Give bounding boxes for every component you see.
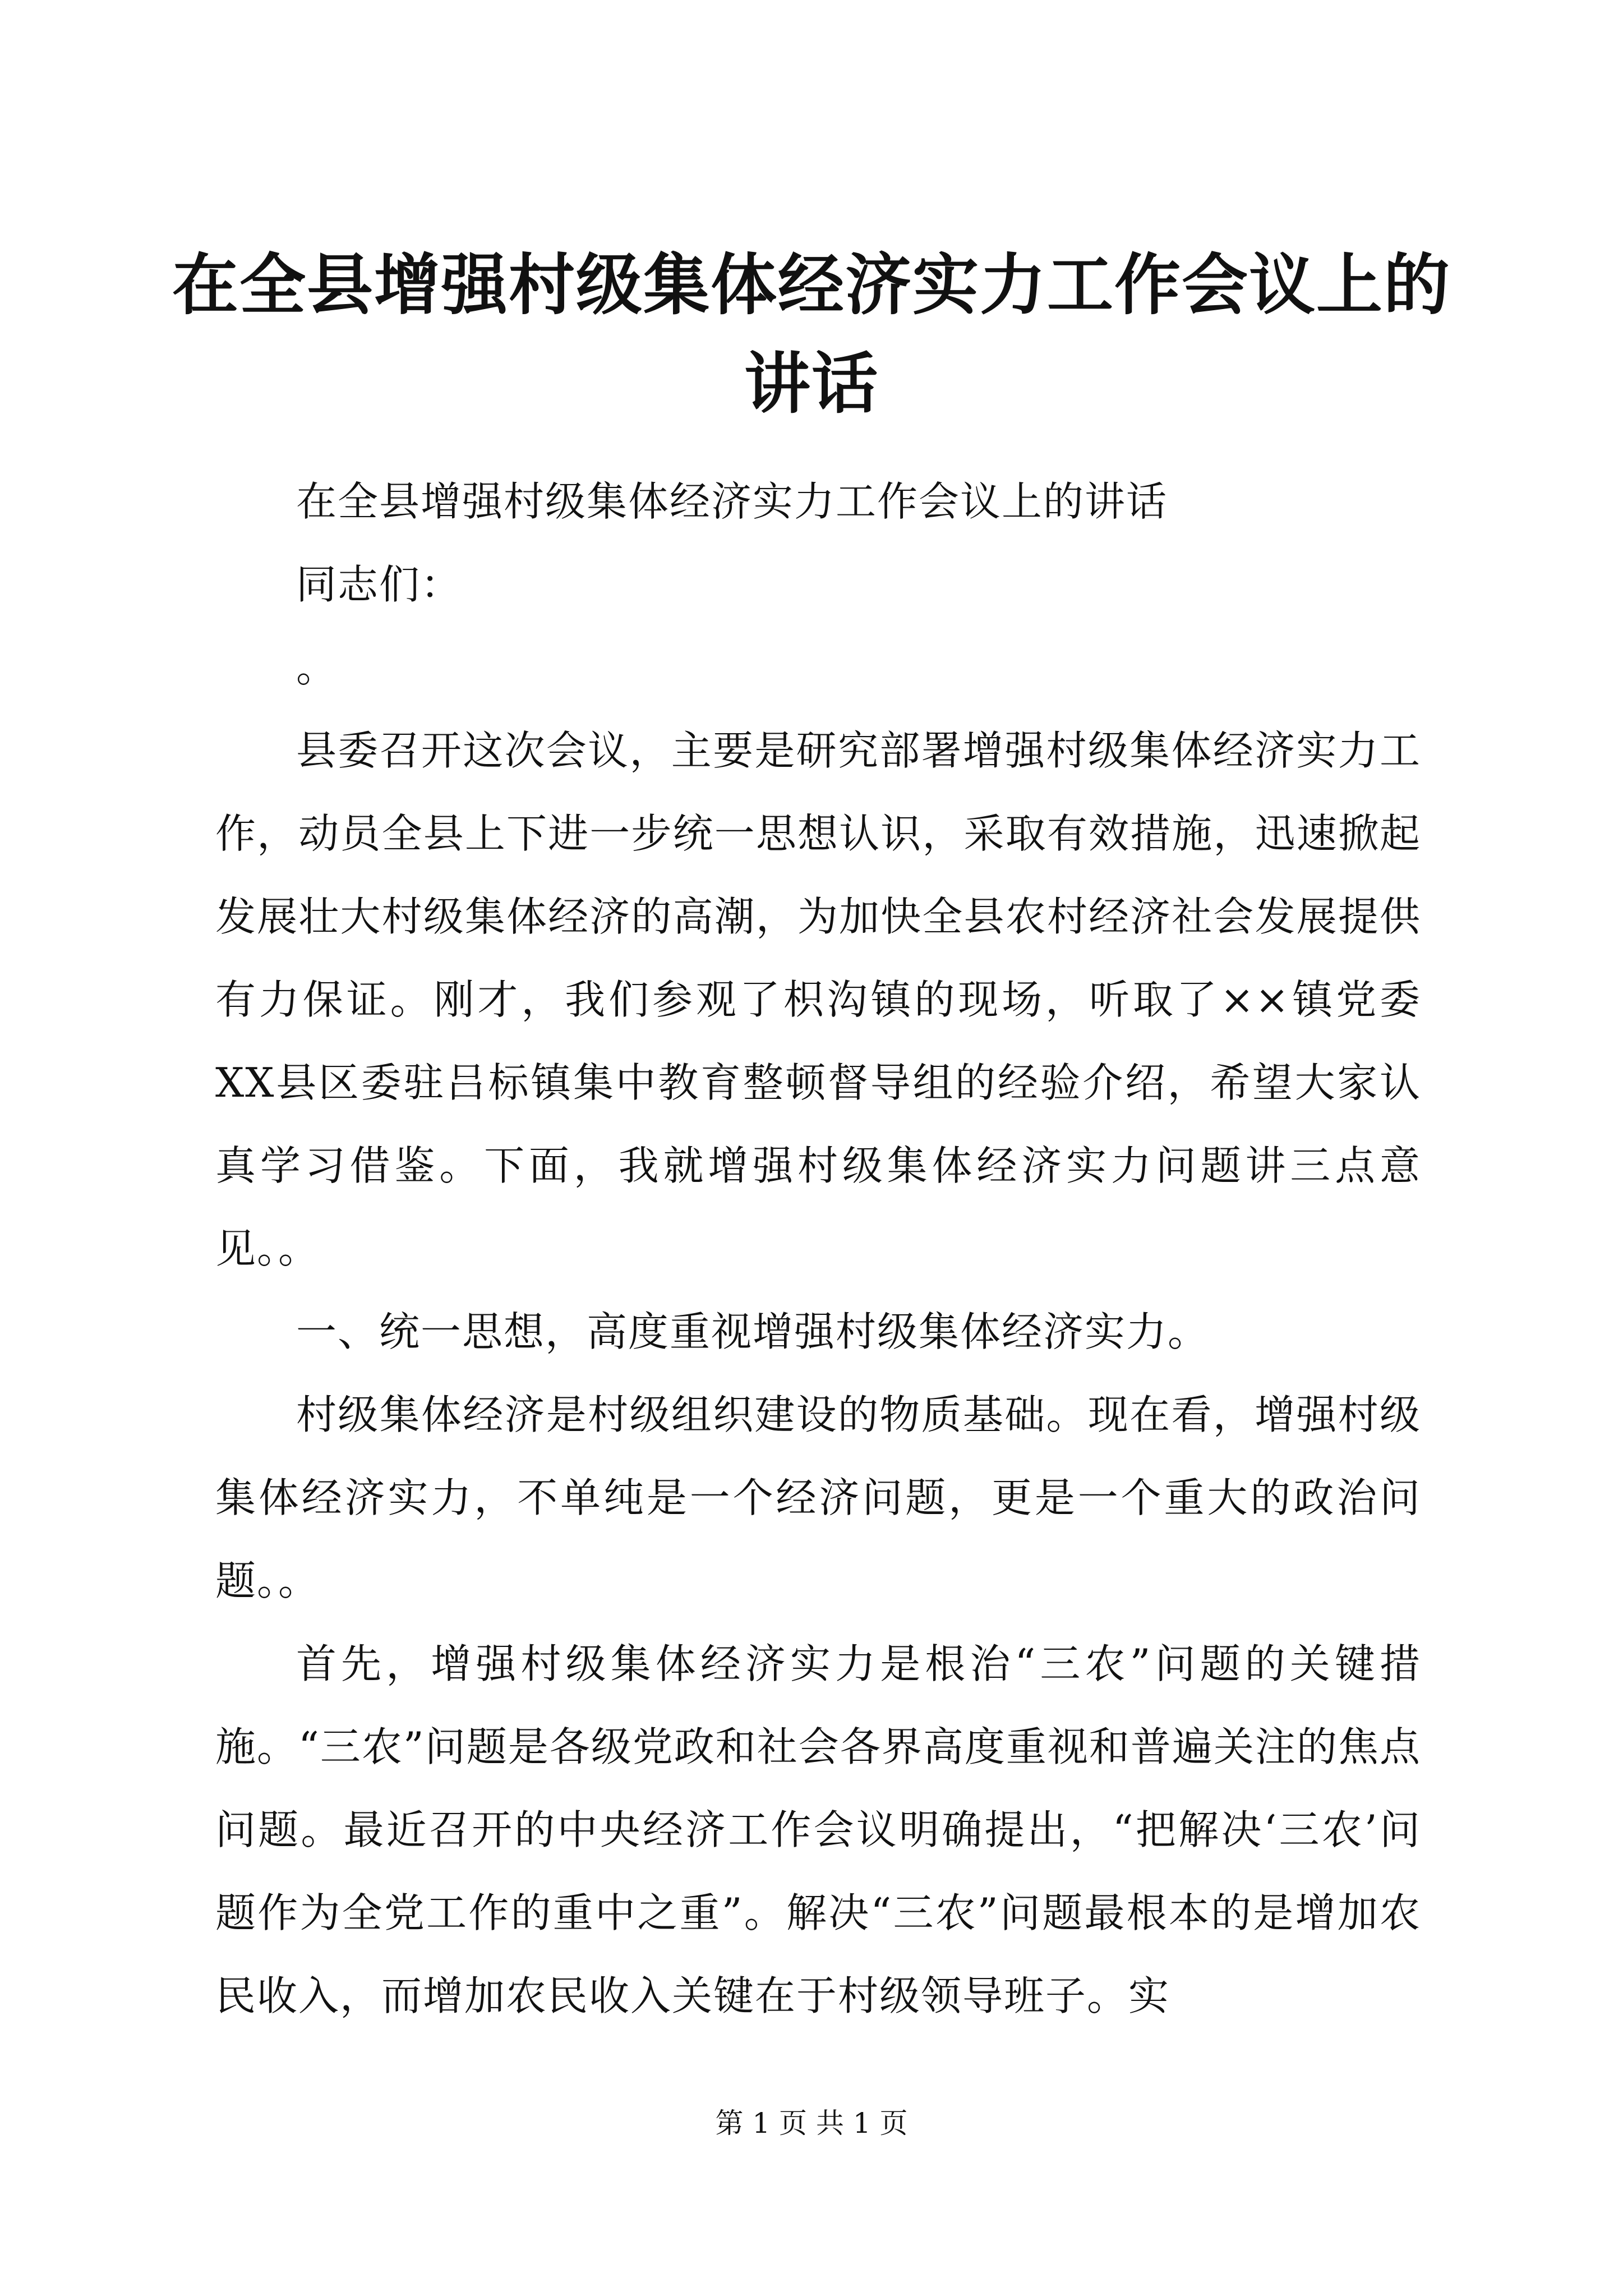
paragraph-salutation: 同志们：	[296, 561, 463, 608]
document-body	[215, 460, 1421, 2037]
document-title: 在全县增强村级集体经济实力工作会议上的讲话	[172, 246, 1451, 422]
paragraph-section-heading: 一、统一思想，高度重视增强村级集体经济实力。	[296, 1308, 1210, 1355]
paragraph-first-point: 首先，增强村级集体经济实力是根治“三农”问题的关键措施。“三农”问题是各级党政和社会各界高度重视和普遍关注的焦点问题。最近召开的中央经济工作会议明确提出，“把解决‘三农’问题作为全党工作的重中之重”。解决“三农”问题最根本的是增加农民收入，而增加农民收入关键在于村级领导班子。实	[215, 1640, 1421, 2019]
paragraph-basis: 村级集体经济是村级组织建设的物质基础。现在看，增强村级集体经济实力，不单纯是一个经济问题，更是一个重大的政治问题。。	[215, 1391, 1421, 1604]
paragraph-subtitle: 在全县增强村级集体经济实力工作会议上的讲话	[296, 478, 1168, 525]
page-footer: 第 1 页 共 1 页	[715, 2107, 908, 2139]
paragraph-period: 。	[296, 644, 338, 691]
paragraph-intro: 县委召开这次会议，主要是研究部署增强村级集体经济实力工作，动员全县上下进一步统一思想认识，采取有效措施，迅速掀起发展壮大村级集体经济的高潮，为加快全县农村经济社会发展提供有力保证。刚才，我们参观了枳沟镇的现场，听取了××镇党委XX县区委驻吕标镇集中教育整顿督导组的经验介绍，希望大家认真学习借鉴。下面，我就增强村级集体经济实力问题讲三点意见。。	[215, 727, 1421, 1272]
